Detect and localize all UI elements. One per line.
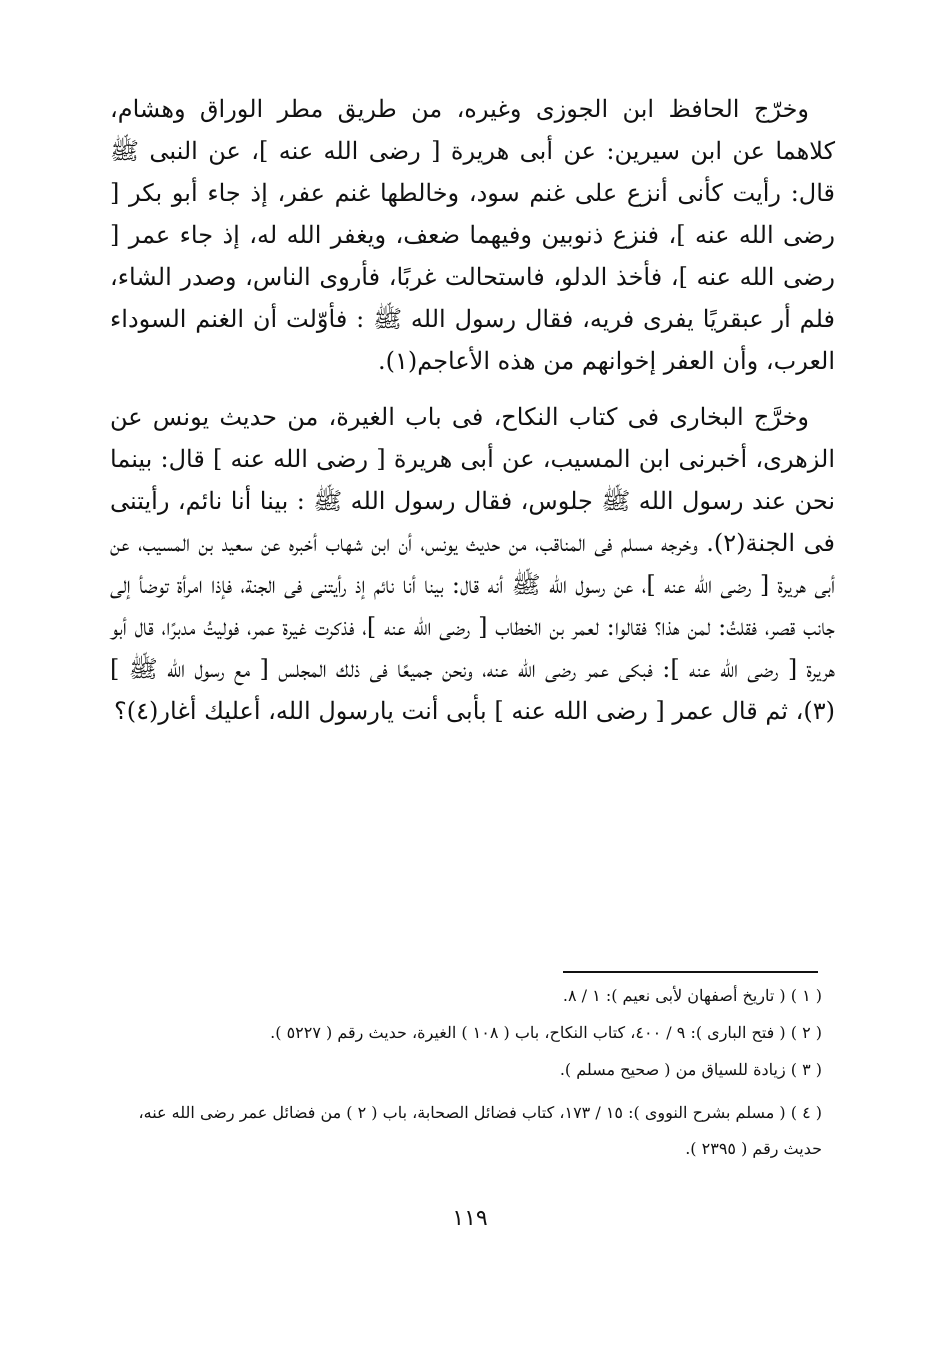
footnote-separator: [563, 971, 818, 973]
footnote-2: ( ٢ ) ( فتح البارى ): ٩ / ٤٠٠، كتاب النكاح، باب ( ١٠٨ ) الغيرة، حديث رقم ( ٥٢٢٧ ).: [270, 1023, 822, 1042]
footnote-3: ( ٣ ) زيادة للسياق من ( صحيح مسلم ).: [559, 1060, 822, 1079]
footnote-4: ( ٤ ) ( مسلم بشرح النووى ): ١٥ / ١٧٣، كتاب فضائل الصحابة، باب ( ٢ ) من فضائل عمر رضى الله عنه، حديث رقم ( ٢٣٩٥ ).: [138, 1103, 822, 1158]
paragraph-1: وخرّج الحافظ ابن الجوزى وغيره، من طريق مطر الوراق وهشام، كلاهما عن ابن سيرين: عن أبى هريرة [ رضى الله عنه ]، عن النبى ﷺ قال: رأيت كأنى أنزع على غنم سود، وخالطها غنم عفر، إذ جاء أبو بكر [ رضى الله عنه ]، فنزع ذنوبين وفيهما ضعف، ويغفر الله له، إذ جاء عمر [ رضى الله عنه ]، فأخذ الدلو، فاستحالت غربًا، فأروى الناس، وصدر الشاء، فلم أر عبقريًا يفرى فريه، فقال رسول الله ﷺ : فأوّلت أن الغنم السوداء العرب، وأن العفر إخوانهم من هذه الأعاجم(١).: [110, 95, 835, 375]
footnotes: [110, 984, 822, 1180]
footnote-1: ( ١ ) ( تاريخ أصفهان لأبى نعيم ): ١ / ٨.: [562, 986, 822, 1005]
page-number: ١١٩: [452, 1206, 488, 1231]
paragraph-2: وخرَّج البخارى فى كتاب النكاح، فى باب الغيرة، من حديث يونس عن الزهرى، أخبرنى ابن المسيب، عن أبى هريرة [ رضى الله عنه ] قال: بينما نحن عند رسول الله ﷺ جلوس، فقال رسول الله ﷺ : بينا أنا نائم، رأيتنى فى الجنة(٢). وخرجه مسلم فى المناقب، من حديث يونس، أن ابن شهاب أخبره عن سعيد بن المسيب، عن أبى هريرة [ رضى الله عنه ]، عن رسول الله ﷺ أنه قال: بينا أنا نائم إذ رأيتنى فى الجنة، فإذا امرأة توضأ إلى جانب قصر، فقلتُ: لمن هذا؟ فقالوا: لعمر بن الخطاب [ رضى الله عنه ]، فذكرت غيرة عمر، فوليتُ مدبرًا، قال أبو هريرة [ رضى الله عنه ]: فبكى عمر رضى الله عنه، ونحن جميعًا فى ذلك المجلس [ مع رسول الله ﷺ ](٣)، ثم قال عمر [ رضى الله عنه ] بأبى أنت يارسول الله، أعليك أغار(٤)؟: [110, 403, 836, 725]
main-text: [110, 88, 835, 732]
